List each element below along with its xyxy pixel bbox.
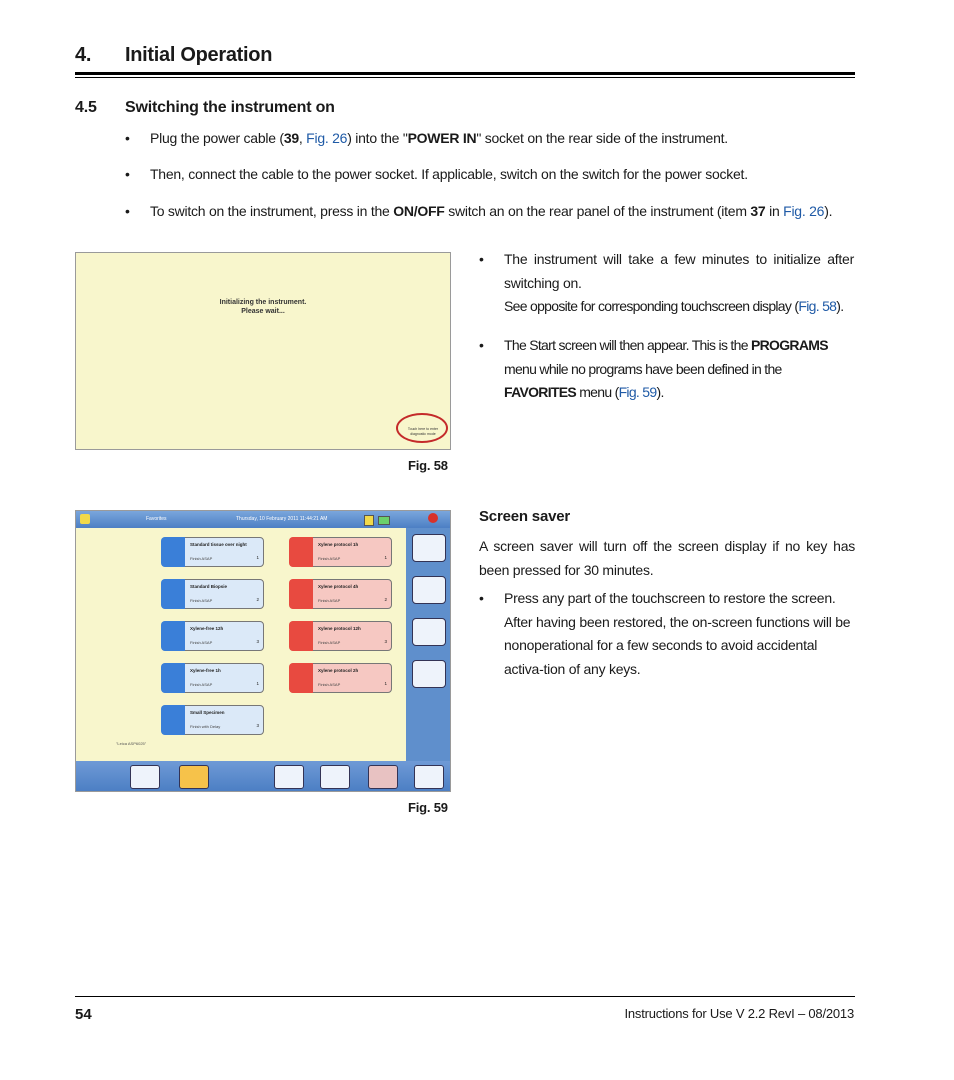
reagent-status-button[interactable] (412, 534, 446, 562)
tile-sub: Finish ASAP (190, 556, 213, 561)
bullet-dot: • (479, 590, 484, 606)
button-label: Touch here to enter (407, 427, 439, 431)
screen-title: Favorites (146, 516, 167, 522)
tile-tab (161, 621, 185, 651)
text: To switch on the instrument, press in the (150, 203, 394, 219)
keyword: POWER IN (407, 130, 477, 146)
cleaning-button[interactable] (412, 660, 446, 688)
item-number: 39 (283, 130, 299, 146)
tile-tab (289, 579, 313, 609)
tile-sub: Finish ASAP (190, 598, 213, 603)
bullet-dot: • (479, 251, 484, 267)
screen-saver-paragraph: A screen saver will turn off the screen display if no key has been pressed for 30 minutes. (479, 538, 855, 578)
tile-name: Xylene protocol 4h (318, 584, 359, 589)
tile-name: Xylene protocol 2h (318, 668, 359, 673)
text: See opposite for corresponding touchscreen display ( (504, 298, 799, 314)
status-icon (364, 515, 374, 526)
tile-tab (161, 579, 185, 609)
bullet-start-screen (479, 334, 855, 409)
tile-num: 1 (256, 681, 259, 686)
reagent-button[interactable] (274, 765, 304, 789)
bullet-dot: • (125, 166, 130, 182)
text: ). (656, 384, 664, 400)
text: ). (836, 298, 844, 314)
footer-rule (75, 996, 855, 997)
program-tile[interactable] (290, 621, 392, 651)
settings-button[interactable] (412, 576, 446, 604)
program-tile[interactable] (162, 705, 264, 735)
tile-name: Xylene-free 12h (190, 626, 224, 631)
tile-sub: Finish with Delay (190, 724, 221, 729)
keyword: PROGRAMS (750, 337, 828, 353)
fig58-caption: Fig. 58 (408, 458, 448, 473)
text: The instrument will take a few minutes to initialize after switching on. (504, 251, 854, 291)
bullet-initialize (479, 248, 855, 328)
info-icon[interactable] (414, 765, 444, 789)
tile-num: 2 (384, 597, 387, 602)
text: , (298, 130, 307, 146)
wait-line: Please wait... (241, 308, 285, 315)
diagnostic-mode-button[interactable] (406, 427, 440, 437)
button-label: diagnostic mode (410, 432, 436, 436)
chapter-title: Initial Operation (125, 44, 273, 66)
tile-tab (161, 705, 185, 735)
header-rule-thick (75, 72, 855, 75)
tile-num: 2 (256, 597, 259, 602)
fig-link[interactable]: Fig. 58 (798, 298, 837, 314)
screen-bottombar (76, 761, 450, 791)
tile-num: 3 (256, 639, 259, 644)
tile-num: 1 (256, 555, 259, 560)
favorites-star-icon[interactable] (179, 765, 209, 789)
tile-sub: Finish ASAP (190, 682, 213, 687)
fig-link[interactable]: Fig. 59 (618, 384, 657, 400)
tile-name: Xylene-free 1h (190, 668, 221, 673)
bullet-dot: • (479, 337, 484, 353)
init-message (76, 298, 450, 316)
tile-name: Standard tissue over night (190, 542, 247, 547)
section-title: Switching the instrument on (125, 99, 335, 116)
battery-icon (378, 516, 390, 525)
fig-link[interactable]: Fig. 26 (306, 130, 348, 146)
tile-num: 3 (256, 723, 259, 728)
init-line: Initializing the instrument. (219, 299, 307, 306)
right-button-column (406, 528, 450, 762)
text: The Start screen will then appear. This is the (504, 337, 751, 353)
screen-saver-heading: Screen saver (479, 508, 571, 525)
tile-sub: Finish ASAP (190, 640, 213, 645)
text: ). (824, 203, 833, 219)
text: ) into the " (347, 130, 408, 146)
tile-sub: Finish ASAP (318, 640, 341, 645)
text: menu ( (576, 384, 619, 400)
text: Plug the power cable ( (150, 130, 284, 146)
tile-sub: Finish ASAP (318, 682, 341, 687)
text: menu while no programs have been defined in the (504, 360, 782, 377)
programs-button[interactable] (130, 765, 160, 789)
keyword: ON/OFF (393, 203, 445, 219)
fig59-screenshot (75, 510, 451, 792)
alarm-icon[interactable] (428, 513, 438, 523)
program-tile[interactable] (290, 537, 392, 567)
keyword: FAVORITES (504, 384, 577, 400)
tile-name: Xylene protocol 12h (318, 626, 361, 631)
fig-link[interactable]: Fig. 26 (783, 203, 825, 219)
tile-name: Small Specimen (190, 710, 225, 715)
document-version: Instructions for Use V 2.2 RevI – 08/2013 (624, 1006, 854, 1021)
bullet-restore-screen (479, 587, 855, 687)
program-tile[interactable] (162, 621, 264, 651)
reports-button[interactable] (412, 618, 446, 646)
text: switch an on the rear panel of the instrument (item (444, 203, 751, 219)
text: " socket on the rear side of the instrument. (476, 130, 728, 146)
program-tile[interactable] (290, 579, 392, 609)
tile-name: Standard Biopsie (190, 584, 228, 589)
program-tile[interactable] (162, 537, 264, 567)
tile-num: 1 (384, 681, 387, 686)
tile-tab (161, 537, 185, 567)
section-heading (75, 99, 335, 117)
text: in (765, 203, 784, 219)
tile-tab (289, 663, 313, 693)
chapter-heading (75, 44, 272, 67)
bullet-dot: • (125, 203, 130, 219)
exit-button[interactable] (368, 765, 398, 789)
instrument-label: "Leica ASP6025" (116, 741, 147, 746)
service-button[interactable] (320, 765, 350, 789)
fig58-screenshot (75, 252, 451, 450)
screen-topbar (76, 511, 450, 528)
tile-tab (289, 621, 313, 651)
tile-num: 3 (384, 639, 387, 644)
tile-sub: Finish ASAP (318, 556, 341, 561)
section-number: 4.5 (75, 99, 97, 116)
text: Then, connect the cable to the power socket. If applicable, switch on the switch for the power socket. (150, 166, 748, 182)
screen-date: Thursday, 10 February 2011 11:44:21 AM (236, 516, 328, 522)
home-icon[interactable] (80, 514, 90, 524)
text: Press any part of the touchscreen to restore the screen. After having been restored, the on-screen functions will be nonoperational for a few seconds to avoid accidental activa-tion of any keys. (504, 590, 851, 677)
program-tile[interactable] (162, 663, 264, 693)
chapter-number: 4. (75, 44, 92, 66)
page-number: 54 (75, 1006, 92, 1023)
tile-tab (161, 663, 185, 693)
tile-tab (289, 537, 313, 567)
program-tile[interactable] (290, 663, 392, 693)
fig59-caption: Fig. 59 (408, 800, 448, 815)
tile-sub: Finish ASAP (318, 598, 341, 603)
tile-name: Xylene protocol 1h (318, 542, 359, 547)
bullet-dot: • (125, 130, 130, 146)
item-number: 37 (750, 203, 766, 219)
header-rule-thin (75, 77, 855, 78)
program-tile[interactable] (162, 579, 264, 609)
tile-num: 1 (384, 555, 387, 560)
